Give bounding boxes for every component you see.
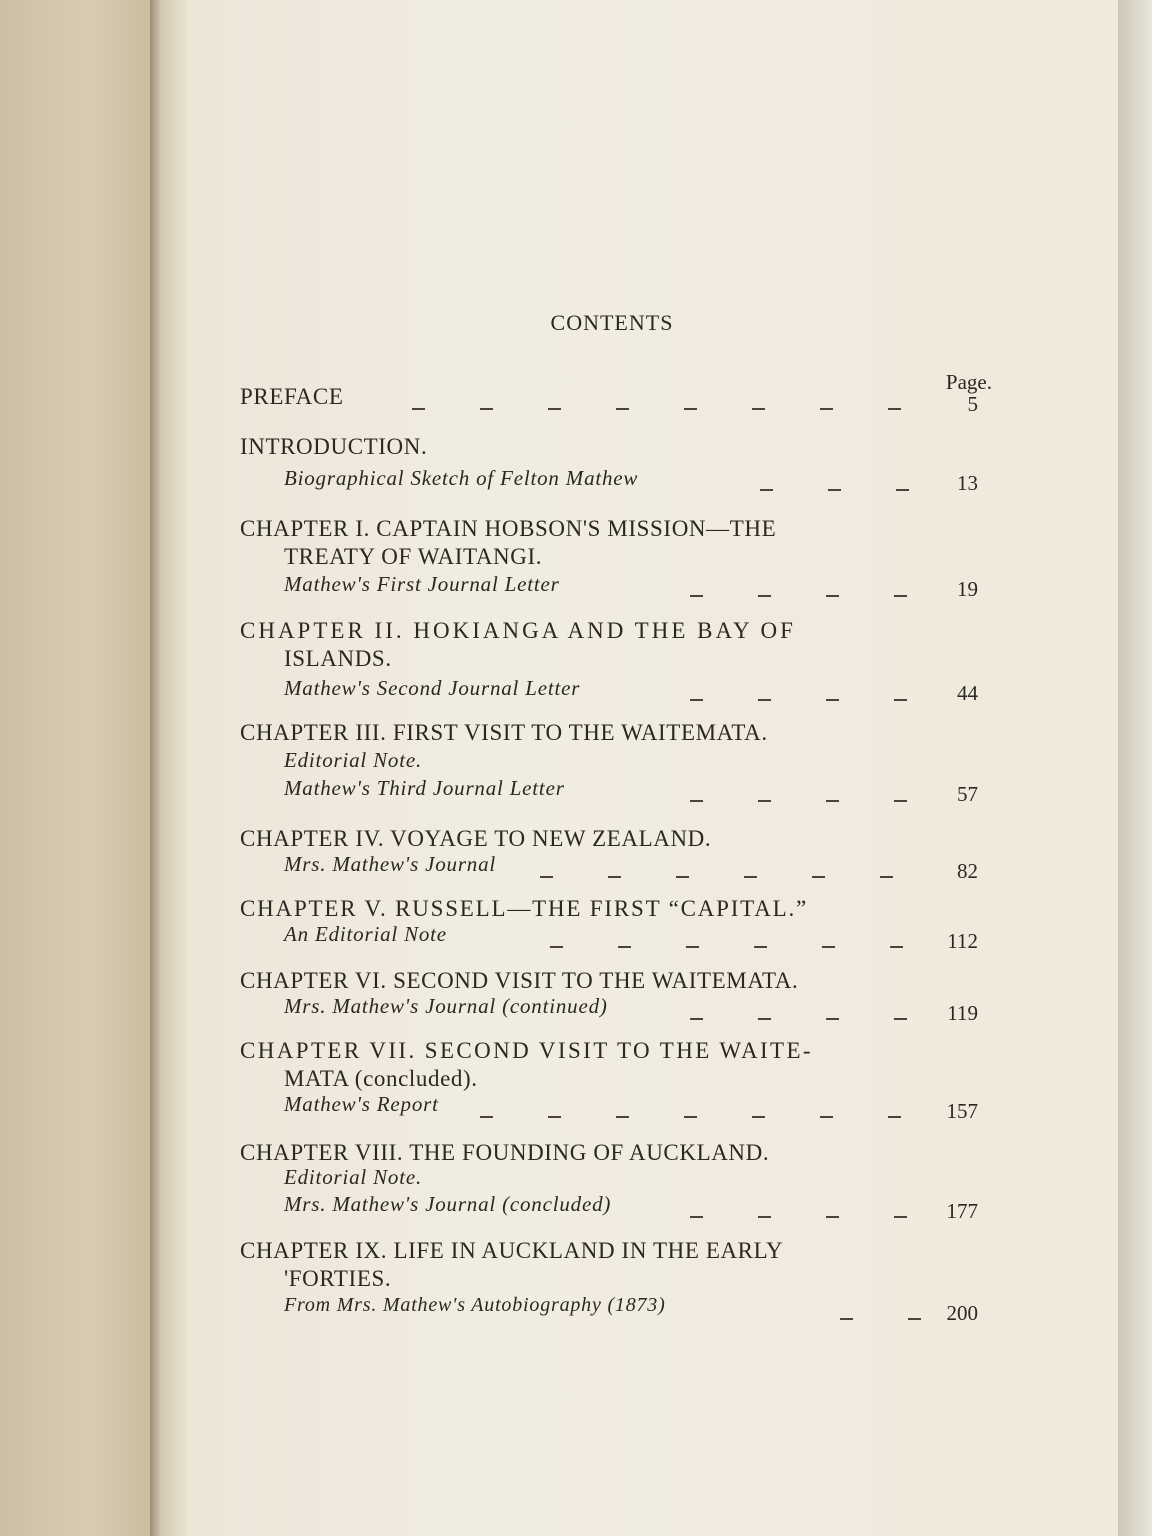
- entry-subtitle: Mrs. Mathew's Journal (continued): [284, 994, 608, 1018]
- entry-heading: CHAPTER V. RUSSELL—THE FIRST “CAPITAL.”: [240, 896, 809, 921]
- entry-subtitle: Biographical Sketch of Felton Mathew: [284, 466, 639, 490]
- dot-leader: [690, 1216, 922, 1218]
- entry-heading: CHAPTER VI. SECOND VISIT TO THE WAITEMATA.: [240, 968, 799, 993]
- dot-leader: [690, 699, 922, 701]
- book-gutter: [150, 0, 188, 1536]
- entry-heading-continued: MATA (concluded).: [284, 1066, 478, 1091]
- entry-heading: CHAPTER IX. LIFE IN AUCKLAND IN THE EARLY: [240, 1238, 784, 1263]
- page-column-label: Page.: [945, 370, 992, 394]
- dot-leader: [480, 1116, 922, 1118]
- entry-heading-continued: TREATY OF WAITANGI.: [284, 544, 543, 569]
- dot-leader: [540, 876, 922, 878]
- entry-editorial-note: Editorial Note.: [284, 748, 422, 772]
- entry-subtitle: Mathew's First Journal Letter: [284, 572, 560, 596]
- page-number: 177: [946, 1199, 978, 1223]
- page-number: 112: [947, 929, 978, 953]
- entry-heading: CHAPTER IV. VOYAGE TO NEW ZEALAND.: [240, 826, 712, 851]
- entry-editorial-note: Editorial Note.: [284, 1165, 422, 1189]
- page-number: 13: [957, 471, 978, 495]
- entry-subtitle: Mathew's Second Journal Letter: [284, 676, 581, 700]
- page-number: 82: [957, 859, 978, 883]
- contents-title: CONTENTS: [550, 310, 674, 335]
- entry-heading: CHAPTER I. CAPTAIN HOBSON'S MISSION—THE: [240, 516, 777, 541]
- page-number: 44: [957, 681, 978, 705]
- page-number: 5: [967, 392, 978, 416]
- entry-heading: CHAPTER II. HOKIANGA AND THE BAY OF: [240, 618, 796, 643]
- dot-leader: [690, 800, 922, 802]
- dot-leader: [550, 946, 922, 948]
- dot-leader: [412, 408, 922, 410]
- dot-leader: [760, 489, 922, 491]
- page-number: 57: [957, 782, 978, 806]
- entry-subtitle: Mrs. Mathew's Journal: [284, 852, 497, 876]
- entry-heading: CHAPTER VIII. THE FOUNDING OF AUCKLAND.: [240, 1140, 770, 1165]
- entry-subtitle: An Editorial Note: [284, 922, 447, 946]
- entry-heading: CHAPTER III. FIRST VISIT TO THE WAITEMATA.: [240, 720, 768, 745]
- page-number: 157: [946, 1099, 978, 1123]
- page-number: 119: [947, 1001, 978, 1025]
- dot-leader: [690, 595, 922, 597]
- entry-heading: INTRODUCTION.: [240, 434, 428, 459]
- facing-page: [0, 0, 150, 1536]
- page-number: 19: [957, 577, 978, 601]
- entry-heading: CHAPTER VII. SECOND VISIT TO THE WAITE-: [240, 1038, 813, 1063]
- entry-subtitle: From Mrs. Mathew's Autobiography (1873): [284, 1294, 666, 1316]
- entry-heading: PREFACE: [240, 384, 344, 409]
- background-edge: [1118, 0, 1152, 1536]
- dot-leader: [690, 1018, 922, 1020]
- dot-leader: [840, 1318, 922, 1320]
- entry-subtitle: Mrs. Mathew's Journal (concluded): [284, 1192, 612, 1216]
- page-number: 200: [946, 1301, 978, 1325]
- entry-subtitle: Mathew's Third Journal Letter: [284, 776, 565, 800]
- entry-heading-continued: 'FORTIES.: [284, 1266, 392, 1291]
- entry-subtitle: Mathew's Report: [284, 1092, 439, 1116]
- entry-heading-continued: ISLANDS.: [284, 646, 392, 671]
